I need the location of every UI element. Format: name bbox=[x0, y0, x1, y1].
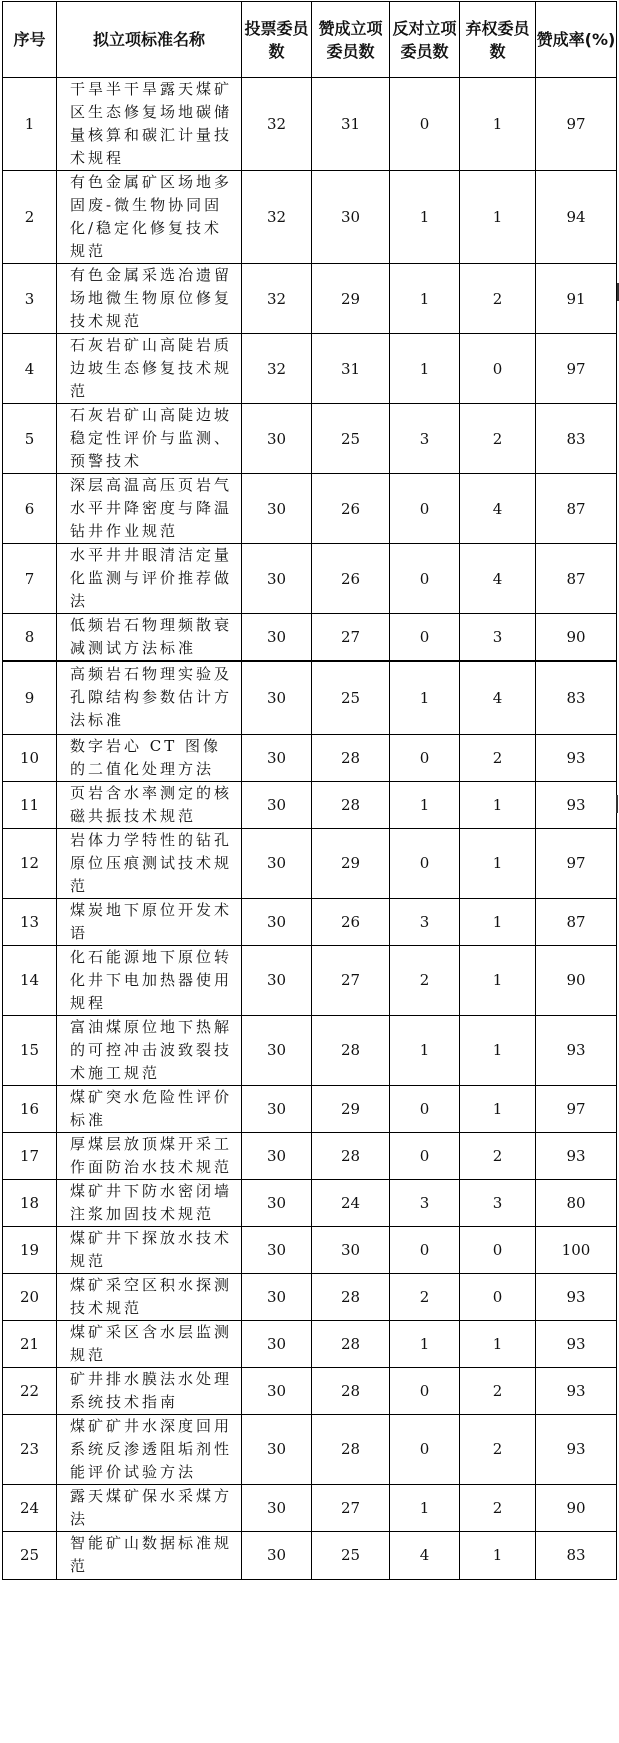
row-standard-name: 有色金属矿区场地多固废-微生物协同固化/稳定化修复技术规范 bbox=[57, 171, 242, 264]
row-oppose-members: 0 bbox=[390, 1367, 460, 1414]
table-body bbox=[3, 78, 617, 1580]
row-oppose-members: 3 bbox=[390, 898, 460, 945]
row-oppose-members: 0 bbox=[390, 1226, 460, 1273]
row-voting-members: 30 bbox=[242, 474, 312, 544]
row-abstain-members: 4 bbox=[460, 544, 536, 614]
row-abstain-members: 2 bbox=[460, 264, 536, 334]
row-voting-members: 30 bbox=[242, 1320, 312, 1367]
document-sheet bbox=[2, 1, 616, 1580]
row-oppose-members: 0 bbox=[390, 1414, 460, 1484]
row-approve-members: 28 bbox=[312, 734, 390, 781]
row-serial-number: 10 bbox=[3, 734, 57, 781]
row-approve-members: 24 bbox=[312, 1179, 390, 1226]
row-abstain-members: 2 bbox=[460, 1484, 536, 1531]
row-abstain-members: 0 bbox=[460, 1273, 536, 1320]
row-serial-number: 9 bbox=[3, 661, 57, 734]
table-row bbox=[3, 1179, 617, 1226]
row-approval-rate: 83 bbox=[536, 661, 617, 734]
row-oppose-members: 0 bbox=[390, 544, 460, 614]
row-voting-members: 30 bbox=[242, 1484, 312, 1531]
row-approval-rate: 93 bbox=[536, 1132, 617, 1179]
table-row bbox=[3, 171, 617, 264]
row-standard-name: 高频岩石物理实验及孔隙结构参数估计方法标准 bbox=[57, 661, 242, 734]
row-approval-rate: 100 bbox=[536, 1226, 617, 1273]
row-standard-name: 矿井排水膜法水处理系统技术指南 bbox=[57, 1367, 242, 1414]
row-serial-number: 6 bbox=[3, 474, 57, 544]
page-edge-mark bbox=[616, 795, 618, 813]
row-approve-members: 30 bbox=[312, 171, 390, 264]
table-row bbox=[3, 404, 617, 474]
row-standard-name: 煤矿突水危险性评价标准 bbox=[57, 1085, 242, 1132]
row-voting-members: 30 bbox=[242, 898, 312, 945]
row-standard-name: 深层高温高压页岩气水平井降密度与降温钻井作业规范 bbox=[57, 474, 242, 544]
row-oppose-members: 4 bbox=[390, 1531, 460, 1579]
row-voting-members: 30 bbox=[242, 1226, 312, 1273]
header-approval-rate: 赞成率(%) bbox=[536, 2, 617, 78]
row-abstain-members: 4 bbox=[460, 661, 536, 734]
row-approve-members: 31 bbox=[312, 334, 390, 404]
row-serial-number: 17 bbox=[3, 1132, 57, 1179]
header-row bbox=[3, 2, 617, 78]
table-row bbox=[3, 1273, 617, 1320]
row-approve-members: 25 bbox=[312, 661, 390, 734]
row-standard-name: 有色金属采选冶遗留场地微生物原位修复技术规范 bbox=[57, 264, 242, 334]
row-approval-rate: 87 bbox=[536, 898, 617, 945]
row-serial-number: 16 bbox=[3, 1085, 57, 1132]
row-approve-members: 28 bbox=[312, 1132, 390, 1179]
row-standard-name: 露天煤矿保水采煤方法 bbox=[57, 1484, 242, 1531]
header-approve-members: 赞成立项委员数 bbox=[312, 2, 390, 78]
row-approval-rate: 90 bbox=[536, 1484, 617, 1531]
row-standard-name: 页岩含水率测定的核磁共振技术规范 bbox=[57, 781, 242, 828]
row-approval-rate: 93 bbox=[536, 1367, 617, 1414]
row-serial-number: 23 bbox=[3, 1414, 57, 1484]
row-standard-name: 化石能源地下原位转化井下电加热器使用规程 bbox=[57, 945, 242, 1015]
row-approval-rate: 93 bbox=[536, 781, 617, 828]
row-serial-number: 7 bbox=[3, 544, 57, 614]
table-row bbox=[3, 1015, 617, 1085]
row-voting-members: 30 bbox=[242, 828, 312, 898]
row-approve-members: 28 bbox=[312, 1273, 390, 1320]
table-row bbox=[3, 1531, 617, 1579]
row-abstain-members: 2 bbox=[460, 1132, 536, 1179]
row-approval-rate: 93 bbox=[536, 734, 617, 781]
row-standard-name: 富油煤原位地下热解的可控冲击波致裂技术施工规范 bbox=[57, 1015, 242, 1085]
row-approval-rate: 97 bbox=[536, 334, 617, 404]
table-row bbox=[3, 1484, 617, 1531]
row-approve-members: 29 bbox=[312, 828, 390, 898]
row-abstain-members: 1 bbox=[460, 828, 536, 898]
row-approval-rate: 97 bbox=[536, 1085, 617, 1132]
table-row bbox=[3, 945, 617, 1015]
row-serial-number: 4 bbox=[3, 334, 57, 404]
row-voting-members: 30 bbox=[242, 544, 312, 614]
row-serial-number: 12 bbox=[3, 828, 57, 898]
row-approval-rate: 93 bbox=[536, 1414, 617, 1484]
row-oppose-members: 1 bbox=[390, 661, 460, 734]
row-approval-rate: 87 bbox=[536, 544, 617, 614]
row-standard-name: 石灰岩矿山高陡边坡稳定性评价与监测、预警技术 bbox=[57, 404, 242, 474]
row-abstain-members: 2 bbox=[460, 734, 536, 781]
table-row bbox=[3, 1226, 617, 1273]
header-voting-members: 投票委员数 bbox=[242, 2, 312, 78]
row-standard-name: 煤矿采空区积水探测技术规范 bbox=[57, 1273, 242, 1320]
row-serial-number: 8 bbox=[3, 614, 57, 662]
row-abstain-members: 0 bbox=[460, 334, 536, 404]
header-oppose-members: 反对立项委员数 bbox=[390, 2, 460, 78]
row-oppose-members: 0 bbox=[390, 1085, 460, 1132]
row-approval-rate: 93 bbox=[536, 1015, 617, 1085]
row-approve-members: 27 bbox=[312, 1484, 390, 1531]
row-approve-members: 26 bbox=[312, 898, 390, 945]
table-row bbox=[3, 1414, 617, 1484]
row-voting-members: 32 bbox=[242, 78, 312, 171]
row-voting-members: 30 bbox=[242, 734, 312, 781]
row-serial-number: 13 bbox=[3, 898, 57, 945]
table-row bbox=[3, 1132, 617, 1179]
row-voting-members: 30 bbox=[242, 404, 312, 474]
table-row bbox=[3, 734, 617, 781]
row-oppose-members: 1 bbox=[390, 171, 460, 264]
table-row bbox=[3, 78, 617, 171]
row-serial-number: 21 bbox=[3, 1320, 57, 1367]
row-abstain-members: 1 bbox=[460, 1085, 536, 1132]
row-approval-rate: 90 bbox=[536, 614, 617, 662]
row-approval-rate: 87 bbox=[536, 474, 617, 544]
row-voting-members: 30 bbox=[242, 661, 312, 734]
row-serial-number: 19 bbox=[3, 1226, 57, 1273]
row-abstain-members: 3 bbox=[460, 614, 536, 662]
row-voting-members: 30 bbox=[242, 1132, 312, 1179]
row-abstain-members: 1 bbox=[460, 1015, 536, 1085]
table-row bbox=[3, 474, 617, 544]
header-standard-name: 拟立项标准名称 bbox=[57, 2, 242, 78]
row-approval-rate: 97 bbox=[536, 78, 617, 171]
row-voting-members: 30 bbox=[242, 1367, 312, 1414]
row-approval-rate: 97 bbox=[536, 828, 617, 898]
row-standard-name: 石灰岩矿山高陡岩质边坡生态修复技术规范 bbox=[57, 334, 242, 404]
row-approval-rate: 93 bbox=[536, 1273, 617, 1320]
row-approval-rate: 93 bbox=[536, 1320, 617, 1367]
row-voting-members: 30 bbox=[242, 1273, 312, 1320]
row-serial-number: 11 bbox=[3, 781, 57, 828]
table-row bbox=[3, 661, 617, 734]
row-standard-name: 水平井井眼清洁定量化监测与评价推荐做法 bbox=[57, 544, 242, 614]
table-row bbox=[3, 544, 617, 614]
row-voting-members: 30 bbox=[242, 781, 312, 828]
row-approve-members: 25 bbox=[312, 1531, 390, 1579]
row-abstain-members: 2 bbox=[460, 404, 536, 474]
row-serial-number: 15 bbox=[3, 1015, 57, 1085]
row-abstain-members: 1 bbox=[460, 781, 536, 828]
row-approval-rate: 94 bbox=[536, 171, 617, 264]
row-voting-members: 30 bbox=[242, 1085, 312, 1132]
header-abstain-members: 弃权委员数 bbox=[460, 2, 536, 78]
table-row bbox=[3, 334, 617, 404]
row-abstain-members: 1 bbox=[460, 945, 536, 1015]
row-serial-number: 20 bbox=[3, 1273, 57, 1320]
row-approve-members: 28 bbox=[312, 1414, 390, 1484]
row-approval-rate: 90 bbox=[536, 945, 617, 1015]
row-oppose-members: 3 bbox=[390, 1179, 460, 1226]
row-oppose-members: 3 bbox=[390, 404, 460, 474]
row-abstain-members: 2 bbox=[460, 1367, 536, 1414]
row-approve-members: 28 bbox=[312, 1320, 390, 1367]
row-voting-members: 30 bbox=[242, 945, 312, 1015]
row-oppose-members: 0 bbox=[390, 614, 460, 662]
row-standard-name: 智能矿山数据标准规范 bbox=[57, 1531, 242, 1579]
row-voting-members: 32 bbox=[242, 334, 312, 404]
row-approve-members: 27 bbox=[312, 614, 390, 662]
row-oppose-members: 2 bbox=[390, 1273, 460, 1320]
row-oppose-members: 1 bbox=[390, 334, 460, 404]
table-row bbox=[3, 828, 617, 898]
row-oppose-members: 2 bbox=[390, 945, 460, 1015]
row-standard-name: 低频岩石物理频散衰减测试方法标准 bbox=[57, 614, 242, 662]
row-approve-members: 27 bbox=[312, 945, 390, 1015]
table-row bbox=[3, 1367, 617, 1414]
row-voting-members: 30 bbox=[242, 1531, 312, 1579]
row-voting-members: 30 bbox=[242, 614, 312, 662]
row-oppose-members: 0 bbox=[390, 474, 460, 544]
row-serial-number: 2 bbox=[3, 171, 57, 264]
row-approval-rate: 83 bbox=[536, 404, 617, 474]
row-abstain-members: 1 bbox=[460, 171, 536, 264]
row-approve-members: 26 bbox=[312, 544, 390, 614]
row-standard-name: 煤矿矿井水深度回用系统反渗透阻垢剂性能评价试验方法 bbox=[57, 1414, 242, 1484]
row-abstain-members: 1 bbox=[460, 1320, 536, 1367]
row-abstain-members: 0 bbox=[460, 1226, 536, 1273]
row-voting-members: 30 bbox=[242, 1179, 312, 1226]
row-approve-members: 28 bbox=[312, 781, 390, 828]
row-serial-number: 14 bbox=[3, 945, 57, 1015]
table-row bbox=[3, 1320, 617, 1367]
row-abstain-members: 1 bbox=[460, 78, 536, 171]
row-serial-number: 18 bbox=[3, 1179, 57, 1226]
row-oppose-members: 0 bbox=[390, 1132, 460, 1179]
row-approve-members: 28 bbox=[312, 1015, 390, 1085]
row-standard-name: 厚煤层放顶煤开采工作面防治水技术规范 bbox=[57, 1132, 242, 1179]
row-oppose-members: 1 bbox=[390, 1320, 460, 1367]
row-oppose-members: 0 bbox=[390, 78, 460, 171]
row-abstain-members: 2 bbox=[460, 1414, 536, 1484]
row-approve-members: 31 bbox=[312, 78, 390, 171]
table-row bbox=[3, 1085, 617, 1132]
table-row bbox=[3, 264, 617, 334]
row-voting-members: 30 bbox=[242, 1015, 312, 1085]
row-standard-name: 岩体力学特性的钻孔原位压痕测试技术规范 bbox=[57, 828, 242, 898]
row-serial-number: 1 bbox=[3, 78, 57, 171]
row-approval-rate: 83 bbox=[536, 1531, 617, 1579]
row-abstain-members: 3 bbox=[460, 1179, 536, 1226]
row-standard-name: 煤炭地下原位开发术语 bbox=[57, 898, 242, 945]
row-standard-name: 煤矿采区含水层监测规范 bbox=[57, 1320, 242, 1367]
row-voting-members: 32 bbox=[242, 264, 312, 334]
row-serial-number: 22 bbox=[3, 1367, 57, 1414]
row-approve-members: 29 bbox=[312, 1085, 390, 1132]
table-row bbox=[3, 781, 617, 828]
row-abstain-members: 1 bbox=[460, 898, 536, 945]
table-row bbox=[3, 614, 617, 662]
row-voting-members: 30 bbox=[242, 1414, 312, 1484]
row-oppose-members: 0 bbox=[390, 734, 460, 781]
row-serial-number: 3 bbox=[3, 264, 57, 334]
row-approve-members: 28 bbox=[312, 1367, 390, 1414]
row-oppose-members: 1 bbox=[390, 1484, 460, 1531]
row-abstain-members: 4 bbox=[460, 474, 536, 544]
row-approval-rate: 80 bbox=[536, 1179, 617, 1226]
voting-results-table bbox=[2, 1, 617, 1580]
row-voting-members: 32 bbox=[242, 171, 312, 264]
row-approve-members: 29 bbox=[312, 264, 390, 334]
row-approval-rate: 91 bbox=[536, 264, 617, 334]
header-serial-number: 序号 bbox=[3, 2, 57, 78]
row-serial-number: 25 bbox=[3, 1531, 57, 1579]
row-abstain-members: 1 bbox=[460, 1531, 536, 1579]
row-standard-name: 干旱半干旱露天煤矿区生态修复场地碳储量核算和碳汇计量技术规程 bbox=[57, 78, 242, 171]
row-approve-members: 30 bbox=[312, 1226, 390, 1273]
row-standard-name: 煤矿井下防水密闭墙注浆加固技术规范 bbox=[57, 1179, 242, 1226]
row-oppose-members: 1 bbox=[390, 264, 460, 334]
row-standard-name: 煤矿井下探放水技术规范 bbox=[57, 1226, 242, 1273]
row-serial-number: 24 bbox=[3, 1484, 57, 1531]
row-oppose-members: 1 bbox=[390, 781, 460, 828]
row-approve-members: 25 bbox=[312, 404, 390, 474]
row-oppose-members: 0 bbox=[390, 828, 460, 898]
row-approve-members: 26 bbox=[312, 474, 390, 544]
row-standard-name: 数字岩心 CT 图像的二值化处理方法 bbox=[57, 734, 242, 781]
row-serial-number: 5 bbox=[3, 404, 57, 474]
table-row bbox=[3, 898, 617, 945]
row-oppose-members: 1 bbox=[390, 1015, 460, 1085]
